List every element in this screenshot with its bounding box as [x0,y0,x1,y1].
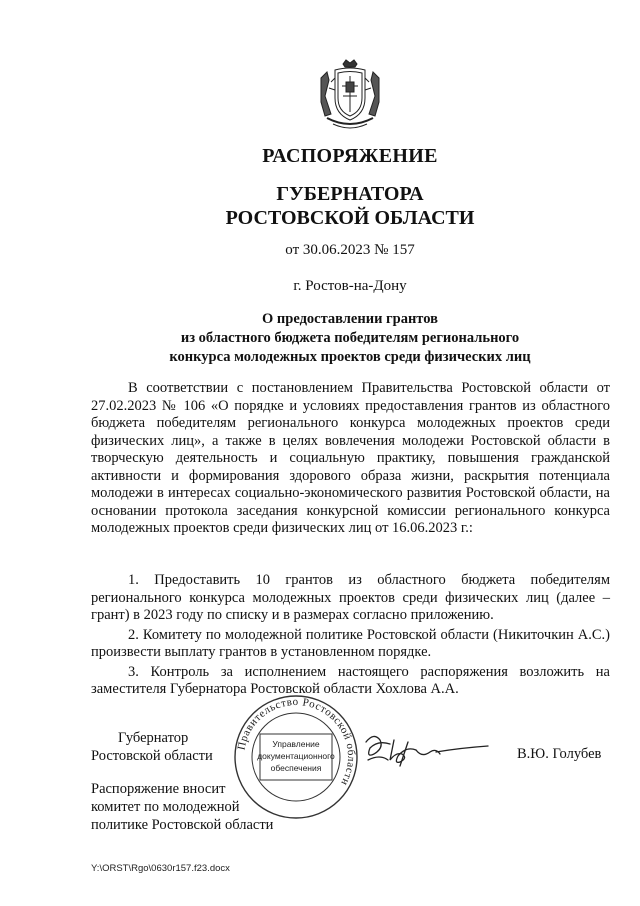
file-path-footer: Y:\ORST\Rgo\0630r157.f23.docx [91,863,230,874]
issuer-line-1: ГУБЕРНАТОРА [276,183,424,205]
subject-line: из областного бюджета победителям регионального [180,330,520,346]
signatory-title-line-2: Ростовской области [91,748,213,764]
issuer-heading [0,182,640,230]
svg-text:Управление: Управление [272,739,320,749]
submitter-line: политике Ростовской области [91,817,274,833]
handwritten-signature [360,730,490,770]
document-title: РАСПОРЯЖЕНИЕ [262,145,438,167]
place: г. Ростов-на-Дону [293,278,407,294]
coat-of-arms-emblem [313,58,387,134]
submitter-note [91,780,291,834]
submitter-line: комитет по молодежной [91,799,240,815]
items-block [91,572,610,701]
preamble-paragraph: В соответствии с постановлением Правительства Ростовской области от 27.02.2023 № 106 «О порядке и условиях предоставления грантов из областного бюджета победителям регионального конкурса молодежных проектов среди физических лиц», а также в целях вовлечения молодежи Ростовской области в творческую деятельность и социальную практику, повышения гражданской активности и формирования здорового образа жизни, раскрытия потенциала молодежи в интересах социально-экономического развития Ростовской области, на основании протокола заседания конкурсной комиссии регионального конкурса молодежных проектов среди физических лиц от 16.06.2023 г.: [91,380,610,536]
svg-text:документационного: документационного [257,751,335,761]
subject-line: О предоставлении грантов [262,311,438,327]
svg-text:Правительство Ростовской облас: Правительство Ростовской области [235,695,358,788]
svg-text:обеспечения: обеспечения [270,763,322,773]
item-3: 3. Контроль за исполнением настоящего распоряжения возложить на заместителя Губернатора Ростовской области Хохлова А.А. [91,663,610,697]
signatory-title-line-1: Губернатор [118,730,189,746]
submitter-line: Распоряжение вносит [91,781,226,797]
subject-line: конкурса молодежных проектов среди физических лиц [169,349,531,365]
preamble-block [91,380,610,538]
item-1: 1. Предоставить 10 грантов из областного бюджета победителям регионального конкурса молодежных проектов среди физических лиц (далее – грант) в 2023 году по списку и в размерах согласно приложению. [91,572,610,623]
date-number: от 30.06.2023 № 157 [285,242,415,258]
signatory-name: В.Ю. Голубев [517,746,602,762]
item-2: 2. Комитету по молодежной политике Ростовской области (Никиточкин А.С.) произвести выплату грантов в установленном порядке. [91,626,610,660]
issuer-line-2: РОСТОВСКОЙ ОБЛАСТИ [225,207,475,229]
subject-heading [0,310,640,367]
signatory-title [91,729,251,765]
